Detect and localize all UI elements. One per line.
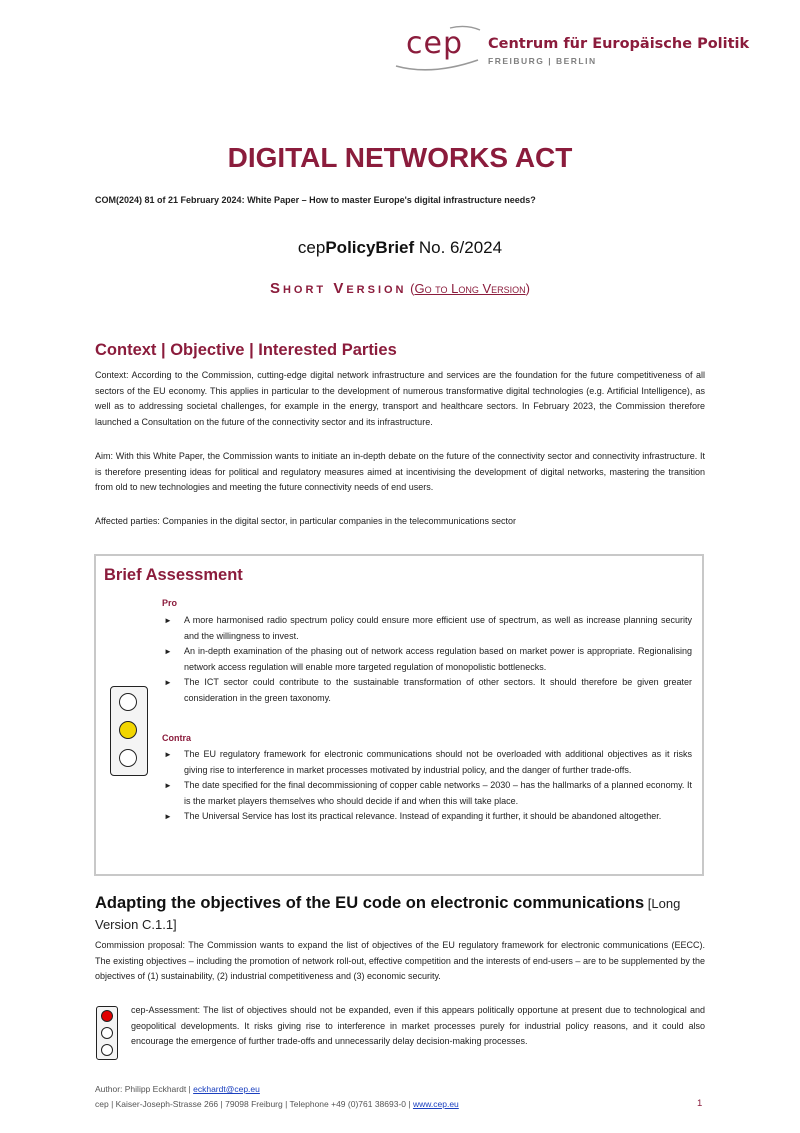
document-reference: COM(2024) 81 of 21 February 2024: White Paper – How to master Europe's digital infrastructure needs?	[95, 195, 536, 205]
logo-mark-text: cep	[406, 26, 463, 61]
affected-label: Affected parties:	[95, 516, 160, 526]
contra-item-text: The date specified for the final decommissioning of copper cable networks – 2030 – has the hallmarks of a planned economy. It is the market players themselves who should decide if and when this will take place.	[184, 780, 692, 806]
small-traffic-light-yellow-lamp	[101, 1027, 113, 1039]
objectives-heading-block	[95, 893, 705, 935]
bullet-arrow-icon: ►	[164, 812, 172, 822]
contra-item-text: The EU regulatory framework for electronic communications should not be overloaded with additional objectives as it risks giving rise to interference in market processes motivated by industrial policy, and the danger of further trade-offs.	[184, 749, 692, 775]
context-heading: Context | Objective | Interested Parties	[95, 341, 397, 359]
bullet-arrow-icon: ►	[164, 647, 172, 657]
brief-number: No. 6/2024	[414, 238, 503, 257]
pro-item-text: The ICT sector could contribute to the sustainable transformation of other sectors. It should therefore be given greater consideration in the green taxonomy.	[184, 677, 692, 703]
affected-paragraph	[95, 514, 705, 530]
version-line	[0, 280, 800, 298]
objectives-heading: Adapting the objectives of the EU code on electronic communications	[95, 894, 645, 912]
contra-list	[162, 747, 692, 825]
traffic-light-icon	[110, 686, 148, 776]
bullet-arrow-icon: ►	[164, 616, 172, 625]
footer-address	[95, 1099, 459, 1109]
short-version-label: Short Version	[269, 280, 407, 297]
traffic-light-yellow-lamp	[119, 721, 137, 739]
context-text: According to the Commission, cutting-edge digital network infrastructure and services are the foundation for the future competitiveness of all sectors of the EU economy. This applies in particular to the development of numerous transformative digital technologies (e.g. Artificial Intelligence), as well as to addressing societal challenges, for example in the energy, transport and healthcare sectors. In February 2023, the Commission therefore launched a Consultation on the future of the connectivity sector and its infrastructure.	[95, 370, 705, 427]
logo-organisation-name: Centrum für Europäische Politik	[488, 36, 750, 52]
list-item	[162, 644, 692, 675]
brief-assessment-box	[94, 554, 704, 876]
pro-list	[162, 613, 692, 707]
pro-label: Pro	[162, 598, 178, 608]
cep-logo	[392, 22, 750, 78]
list-item	[162, 747, 692, 778]
pro-item-text: A more harmonised radio spectrum policy could ensure more efficient use of spectrum, as well as increase planning security and the willingness to invest.	[184, 615, 692, 641]
bullet-arrow-icon: ►	[164, 781, 172, 791]
footer-address-text: cep | Kaiser-Joseph-Strasse 266 | 79098 Freiburg | Telephone +49 (0)761 38693-0 |	[95, 1099, 413, 1109]
aim-text: With this White Paper, the Commission wants to initiate an in-depth debate on the future of the connectivity sector and connectivity infrastructure. It is therefore presenting ideas for political and regulatory measures aimed at incentivising the development of digital networks, mastering the transition from old to new technologies and meeting the future connectivity needs of end users.	[95, 451, 705, 493]
policy-brief-number	[0, 238, 800, 258]
small-traffic-light-green-lamp	[101, 1044, 113, 1056]
traffic-light-green-lamp	[119, 749, 137, 767]
objectives-ref: [Long Version C.1.1]	[95, 896, 681, 932]
bullet-arrow-icon: ►	[164, 678, 172, 688]
proposal-label: Commission proposal:	[95, 940, 185, 950]
proposal-text: The Commission wants to expand the list of objectives of the EU regulatory framework for electronic communications (EECC). The existing objectives – including the promotion of network roll-out, effective competition and the interests of end-users – are to be supplemented by the objectives of (1) sustainability, (2) industrial competitiveness and (3) economic security.	[95, 940, 705, 982]
brief-bold: PolicyBrief	[325, 238, 415, 257]
brief-prefix: cep	[297, 238, 326, 257]
list-item	[162, 809, 692, 825]
logo-cities: FREIBURG | BERLIN	[488, 56, 597, 66]
author-email-link[interactable]: eckhardt@cep.eu	[193, 1084, 260, 1094]
footer-author-label: Author: Philipp Eckhardt |	[95, 1084, 194, 1094]
contra-label: Contra	[162, 733, 191, 743]
small-traffic-light-icon	[96, 1006, 118, 1060]
document-title: DIGITAL NETWORKS ACT	[227, 142, 573, 173]
aim-paragraph	[95, 449, 705, 496]
pro-item-text: An in-depth examination of the phasing out of network access regulation based on market power is appropriate. Regionalising network access regulation will enable more targeted regulation of monopolistic bottlenecks.	[184, 646, 692, 672]
brief-assessment-heading: Brief Assessment	[104, 566, 243, 584]
page-number: 1	[697, 1098, 703, 1109]
traffic-light-red-lamp	[119, 693, 137, 711]
paren-close: )	[525, 281, 530, 296]
affected-text: Companies in the digital sector, in particular companies in the telecommunications sector	[159, 516, 517, 526]
proposal-paragraph	[95, 938, 705, 985]
website-link[interactable]: www.cep.eu	[412, 1099, 459, 1109]
paren-open: (	[406, 281, 415, 296]
cep-assessment-text: The list of objectives should not be expanded, even if this appears politically opportune at present due to technological and geopolitical developments. It risks giving rise to interference in market processes purely for industrial policy reasons, and it could also encourage the emergence of further trade-offs and unnecessarily delay decision-making processes.	[131, 1005, 705, 1047]
contra-item-text: The Universal Service has lost its practical relevance. Instead of expanding it further, it should be abandoned altogether.	[184, 811, 662, 822]
cep-assessment-paragraph	[131, 1003, 705, 1050]
cep-assessment-label: cep-Assessment:	[131, 1005, 201, 1015]
footer-author	[95, 1084, 260, 1094]
list-item	[162, 778, 692, 809]
context-label: Context:	[95, 370, 129, 380]
aim-label: Aim:	[95, 451, 113, 461]
context-paragraph	[95, 368, 705, 430]
list-item	[162, 613, 692, 644]
list-item	[162, 675, 692, 706]
bullet-arrow-icon: ►	[164, 750, 172, 759]
small-traffic-light-red-lamp	[101, 1010, 113, 1022]
long-version-link[interactable]: Go to Long Version	[414, 281, 526, 296]
